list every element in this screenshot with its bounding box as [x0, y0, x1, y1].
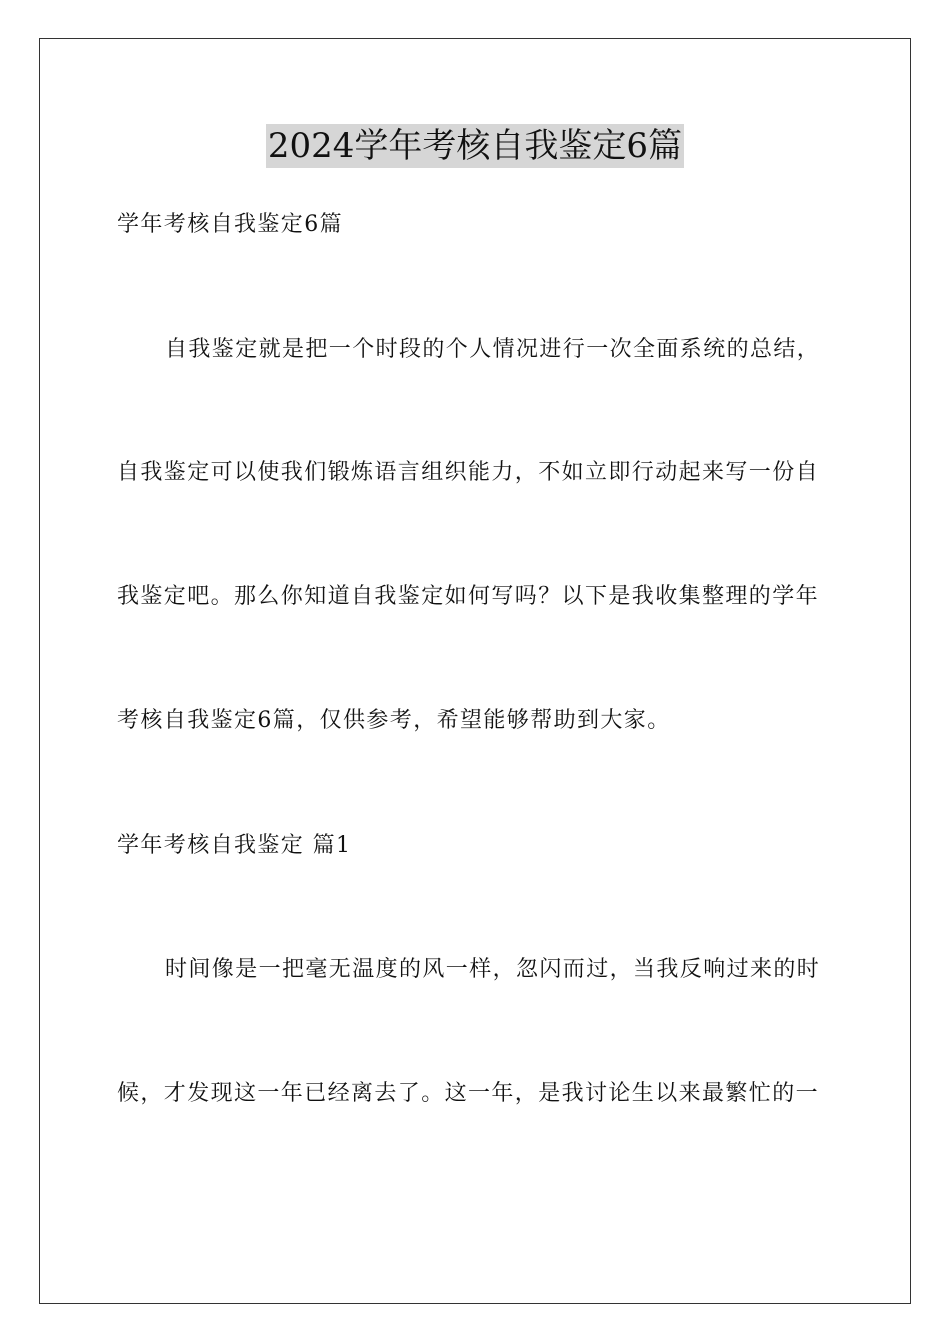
intro-line-1: 自我鉴定就是把一个时段的个人情况进行一次全面系统的总结， [165, 337, 821, 362]
section-heading: 学年考核自我鉴定 篇1 [117, 833, 352, 858]
intro-line-3: 我鉴定吧。那么你知道自我鉴定如何写吗？以下是我收集整理的学年 [117, 584, 820, 609]
section-line-2: 候，才发现这一年已经离去了。这一年，是我讨论生以来最繁忙的一 [117, 1081, 820, 1106]
intro-line-4: 考核自我鉴定6篇，仅供参考，希望能够帮助到大家。 [117, 708, 671, 733]
section-line-1: 时间像是一把毫无温度的风一样，忽闪而过，当我反响过来的时 [165, 957, 821, 982]
intro-line-2: 自我鉴定可以使我们锻炼语言组织能力，不如立即行动起来写一份自 [117, 460, 820, 485]
document-subtitle: 学年考核自我鉴定6篇 [117, 212, 343, 237]
document-title: 2024学年考核自我鉴定6篇 [267, 126, 683, 166]
title-container [0, 124, 950, 168]
